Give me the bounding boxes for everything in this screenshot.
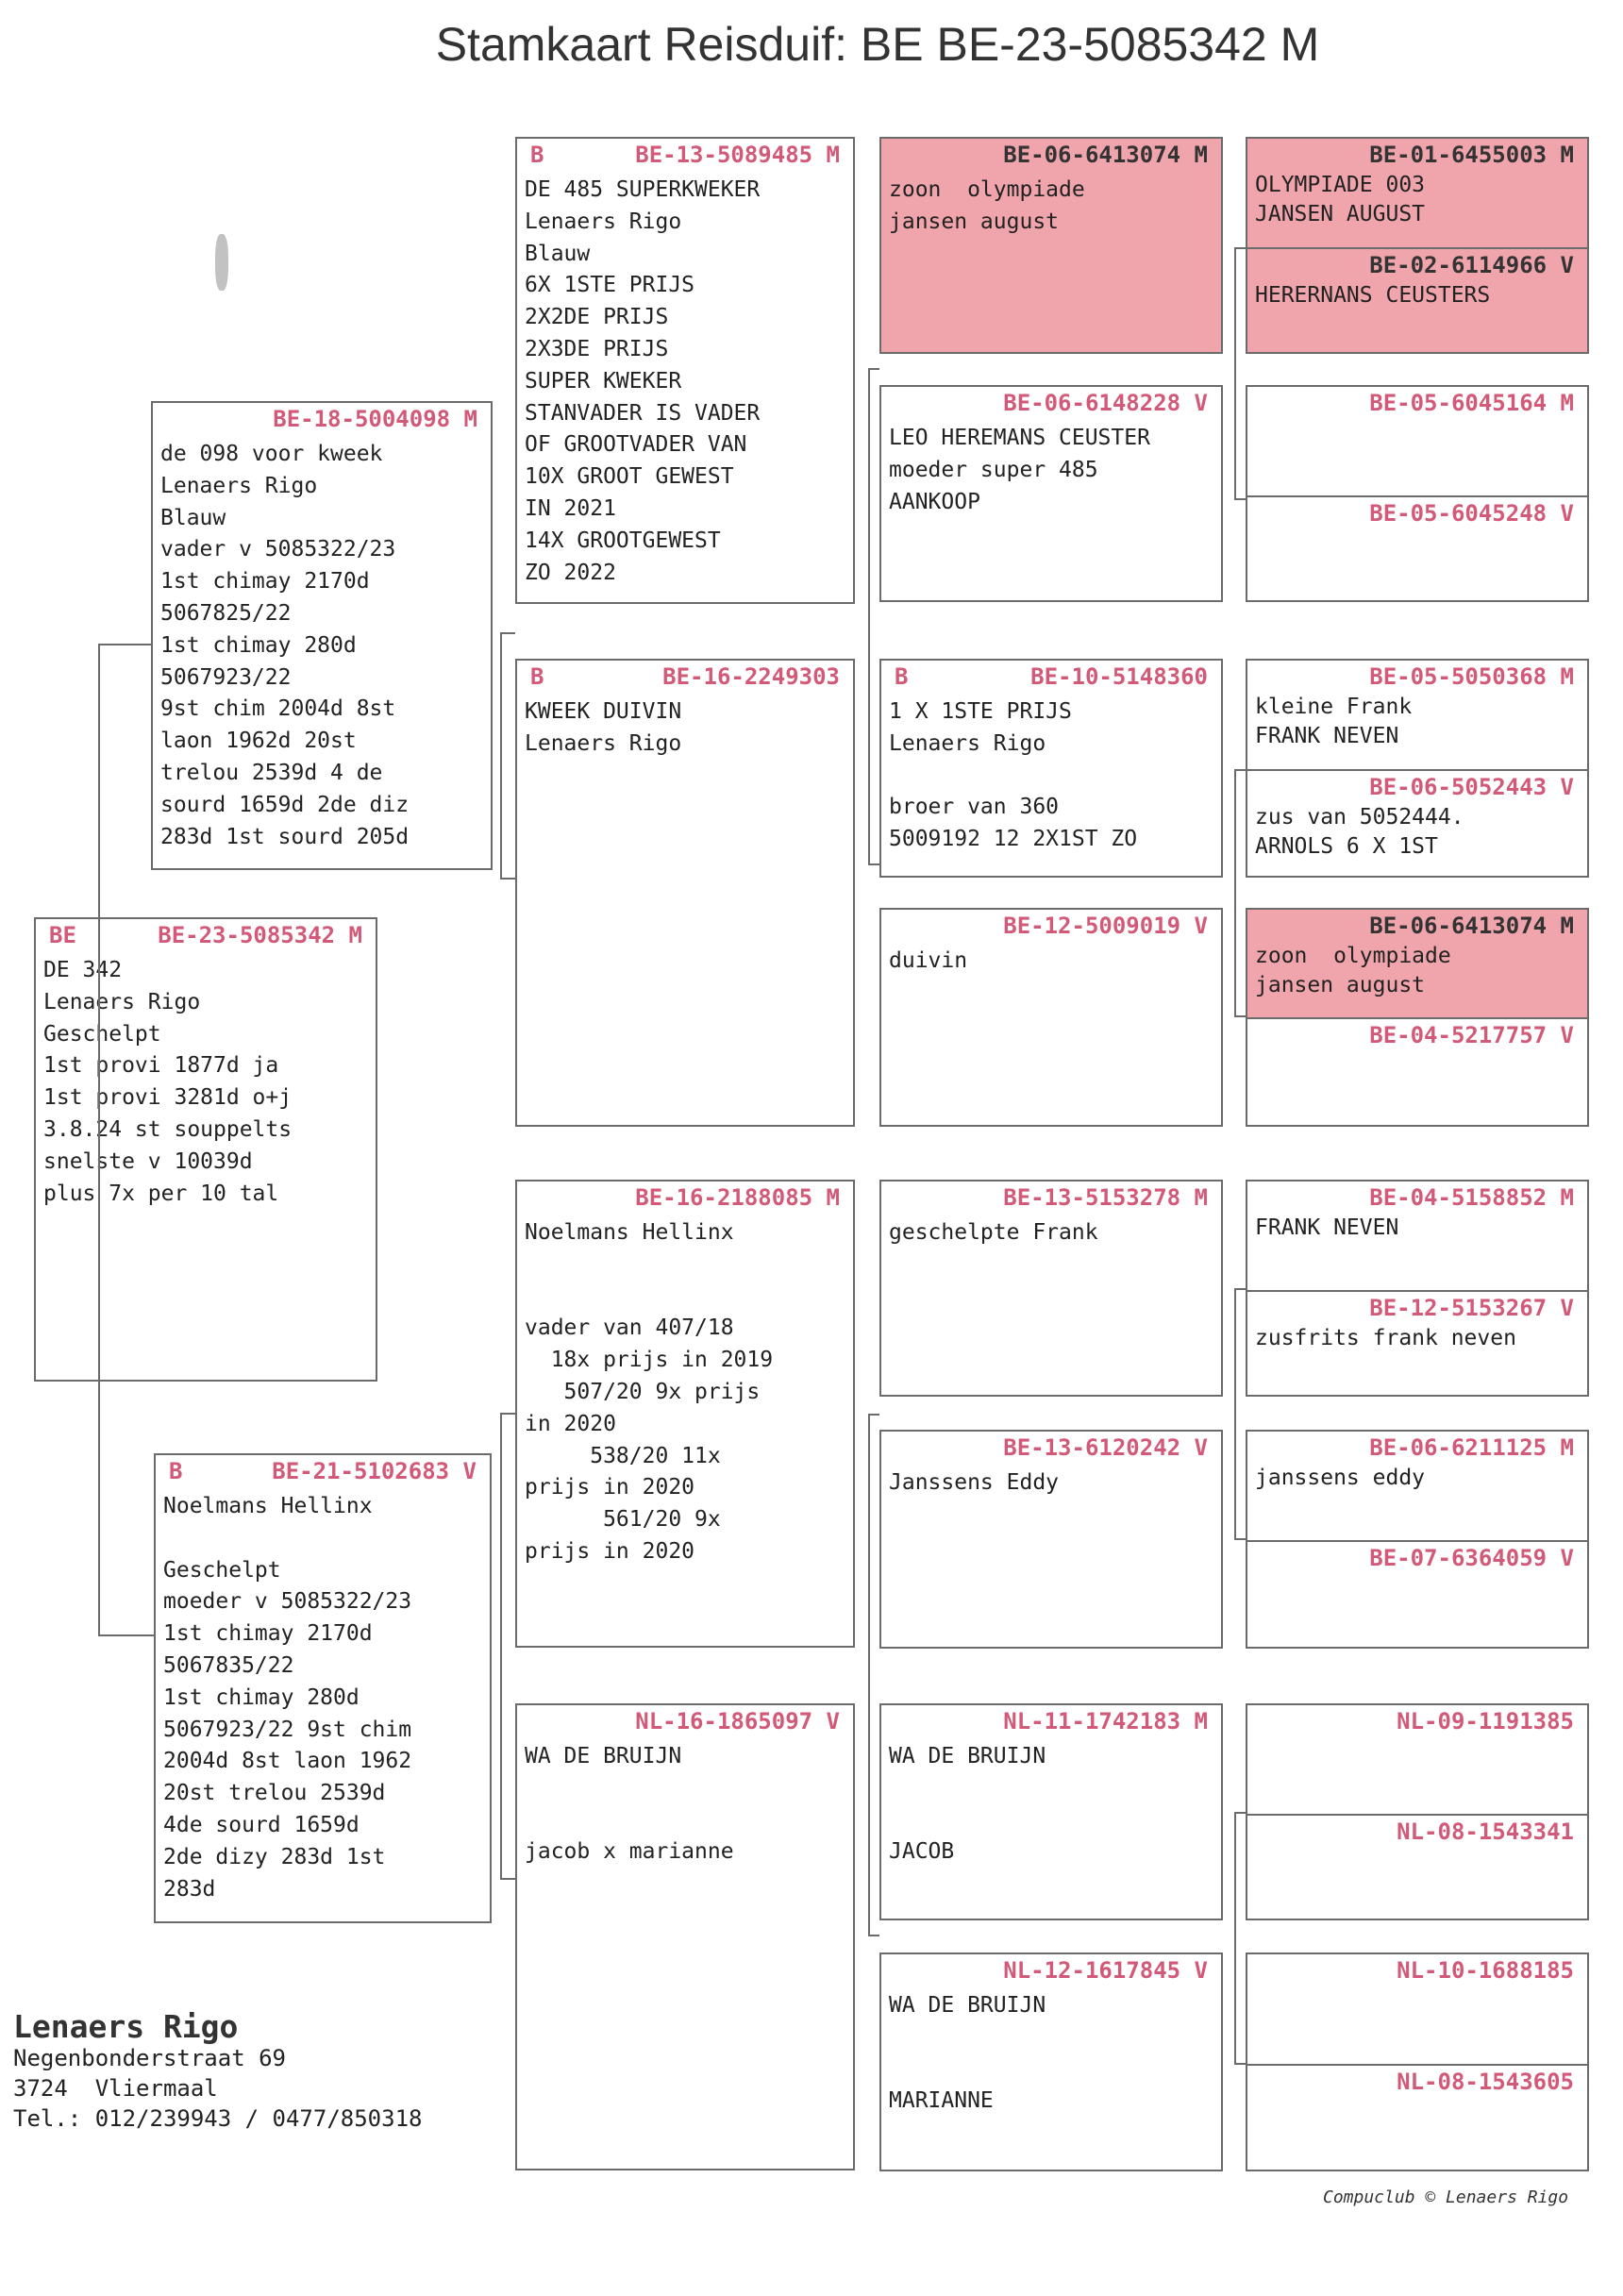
pigeon-notes [1247, 281, 1587, 310]
ring-number-header [153, 403, 491, 435]
note-line: Noelmans Hellinx [163, 1494, 373, 1518]
note-line: DE 342 [43, 958, 123, 982]
note-line: Lenaers Rigo [889, 730, 1046, 756]
note-line: Blauw [525, 241, 591, 266]
note-line: JANSEN AUGUST [1255, 202, 1426, 226]
pigeon-pair-p3 [1246, 908, 1589, 1127]
note-line: WA DE BRUIJN [525, 1744, 682, 1768]
connector-tick [868, 368, 879, 370]
breeder-name: Lenaers Rigo [13, 2008, 239, 2045]
pigeon-card-c13 [879, 1703, 1223, 1920]
ring-number-header [881, 1432, 1221, 1464]
sex-prefix: B [530, 142, 544, 168]
note-line: 3.8.24 st souppelts [43, 1116, 293, 1142]
note-line [889, 1805, 1213, 1837]
ring-number-header [517, 1705, 853, 1737]
software-credit: Compuclub © Lenaers Rigo [1323, 2187, 1569, 2207]
pigeon-notes [881, 1737, 1221, 1869]
ring-number-header [881, 387, 1221, 419]
connector-tick [1234, 498, 1246, 500]
connector-tick [98, 644, 151, 645]
connector-line [1234, 1288, 1236, 1538]
pigeon-notes [1247, 942, 1587, 1000]
ring-number-header [881, 910, 1221, 942]
note-line: FRANK NEVEN [1255, 1215, 1399, 1240]
note-line [525, 1282, 845, 1314]
note-line: Geschelpt [43, 1021, 161, 1047]
note-line: AANKOOP [889, 489, 980, 514]
note-line: 2004d 8st laon 1962 [163, 1749, 412, 1774]
connector-tick [500, 1878, 515, 1880]
pigeon-notes [517, 1214, 853, 1568]
connector-line [500, 632, 502, 878]
ring-number: BE-04-5158852 M [1369, 1184, 1574, 1211]
note-line: prijs in 2020 [525, 1475, 695, 1500]
pigeon-pair-p6 [1246, 1703, 1589, 1920]
connector-line [868, 1414, 870, 1935]
note-line: HERERNANS CEUSTERS [1255, 283, 1491, 308]
note-line: FRANK NEVEN [1255, 724, 1399, 748]
connector-tick [1234, 1288, 1246, 1290]
pigeon-notes [881, 419, 1221, 518]
note-line: KWEEK DUIVIN [525, 699, 682, 724]
ring-number-header [1247, 1019, 1587, 1051]
ring-number-header [1247, 1542, 1587, 1574]
note-line: 1 X 1STE PRIJS [889, 699, 1072, 724]
note-line: WA DE BRUIJN [889, 1993, 1046, 2018]
pigeon-pair-p4 [1246, 1180, 1589, 1397]
sex-prefix: B [895, 663, 909, 690]
pigeon-card-c11 [879, 1180, 1223, 1397]
pigeon-notes [1247, 693, 1587, 751]
pigeon-notes [1247, 803, 1587, 862]
note-line [525, 1805, 845, 1837]
ring-number: NL-12-1617845 V [1003, 1957, 1208, 1984]
pigeon-card-c9 [879, 659, 1223, 878]
note-line: 18x prijs in 2019 [525, 1348, 774, 1373]
note-line: zoon olympiade [889, 177, 1085, 202]
note-line: Lenaers Rigo [525, 730, 682, 756]
pair-bottom [1247, 1814, 1587, 1919]
note-line: 5067835/22 [163, 1652, 294, 1678]
connector-tick [500, 1413, 515, 1415]
note-line: 20st trelou 2539d [163, 1781, 386, 1806]
ring-number: BE-06-6211125 M [1369, 1434, 1574, 1461]
ring-number-header [881, 661, 1221, 693]
ring-number-header [1247, 2066, 1587, 2098]
connector-tick [1234, 1538, 1246, 1540]
note-line: Geschelpt [163, 1557, 281, 1583]
note-line: 2X2DE PRIJS [525, 305, 669, 330]
note-line [163, 1523, 482, 1555]
note-line: DE 485 SUPERKWEKER [525, 177, 761, 202]
ring-number-header [1247, 1705, 1587, 1737]
pigeon-card-c10 [879, 908, 1223, 1127]
note-line: 1st provi 3281d o+j [43, 1085, 293, 1111]
ring-number: BE-05-5050368 M [1369, 663, 1574, 690]
pigeon-card-c1 [151, 401, 493, 870]
note-line: 1st provi 1877d ja [43, 1053, 279, 1079]
pair-top [1247, 1432, 1587, 1540]
ring-number: BE-23-5085342 M [158, 922, 362, 948]
scan-smudge [215, 234, 228, 291]
pair-top [1247, 139, 1587, 247]
pair-top [1247, 661, 1587, 769]
note-line: vader van 407/18 [525, 1316, 734, 1341]
note-line: Janssens Eddy [889, 1470, 1060, 1495]
note-line: ZO 2022 [525, 560, 616, 585]
note-line: Blauw [160, 505, 226, 530]
ring-number-header [1247, 1182, 1587, 1214]
note-line: 2X3DE PRIJS [525, 336, 669, 361]
note-line: 1st chimay 280d [163, 1684, 360, 1710]
pigeon-card-c0 [34, 917, 377, 1382]
note-line: plus 7x per 10 tal [43, 1181, 279, 1206]
note-line: kleine Frank [1255, 695, 1413, 719]
pigeon-pair-p2 [1246, 659, 1589, 878]
pair-top [1247, 1182, 1587, 1290]
ring-number: BE-16-2249303 [662, 663, 840, 690]
note-line: 538/20 11x [525, 1443, 721, 1468]
ring-number-header [517, 1182, 853, 1214]
ring-number-header [1247, 387, 1587, 419]
pigeon-notes [1247, 171, 1587, 229]
ring-number-header [1247, 661, 1587, 693]
ring-number-header [1247, 1816, 1587, 1848]
note-line: JACOB [889, 1839, 955, 1865]
connector-line [1234, 247, 1236, 498]
ring-number: BE-12-5153267 V [1369, 1295, 1574, 1321]
ring-number-header [1247, 139, 1587, 171]
pair-top [1247, 910, 1587, 1017]
connector-line [500, 1413, 502, 1878]
pair-bottom [1247, 1290, 1587, 1395]
note-line: jacob x marianne [525, 1839, 734, 1865]
note-line: zoon olympiade [1255, 944, 1451, 968]
note-line: 507/20 9x prijs [525, 1379, 761, 1404]
note-line: moeder super 485 [889, 457, 1098, 482]
pigeon-notes [1247, 1324, 1587, 1353]
note-line: zusfrits frank neven [1255, 1326, 1516, 1350]
pigeon-card-c3 [515, 137, 855, 604]
note-line: 5067923/22 [160, 664, 292, 690]
pigeon-notes [36, 951, 376, 1210]
pigeon-notes [153, 435, 491, 853]
note-line: 2de dizy 283d 1st [163, 1844, 386, 1869]
ring-number: BE-06-6148228 V [1003, 390, 1208, 416]
note-line: duivin [889, 948, 968, 973]
connector-line [1234, 1812, 1236, 2063]
note-line: geschelpte Frank [889, 1220, 1098, 1245]
note-line: broer van 360 [889, 795, 1060, 820]
note-line: OLYMPIADE 003 [1255, 173, 1426, 197]
breeder-city: 3724 Vliermaal [13, 2075, 218, 2102]
pair-bottom [1247, 1540, 1587, 1647]
note-line [889, 2054, 1213, 2087]
ring-number-header [1247, 771, 1587, 803]
ring-number: BE-16-2188085 M [635, 1184, 840, 1211]
note-line: laon 1962d 20st [160, 729, 357, 754]
pair-bottom [1247, 1017, 1587, 1125]
ring-number-header [1247, 249, 1587, 281]
ring-number: NL-10-1688185 [1397, 1957, 1574, 1984]
note-line: jansen august [889, 209, 1060, 234]
pigeon-notes [881, 1464, 1221, 1500]
ring-number: BE-06-5052443 V [1369, 774, 1574, 800]
note-line: prijs in 2020 [525, 1538, 695, 1564]
pair-bottom [1247, 495, 1587, 600]
ring-number: BE-13-6120242 V [1003, 1434, 1208, 1461]
ring-number: BE-10-5148360 [1030, 663, 1208, 690]
note-line: in 2020 [525, 1411, 616, 1436]
pair-bottom [1247, 769, 1587, 876]
note-line: Noelmans Hellinx [525, 1220, 734, 1245]
pigeon-notes [881, 942, 1221, 978]
note-line: Lenaers Rigo [43, 989, 201, 1014]
pigeon-notes [156, 1487, 490, 1905]
ring-number-header [1247, 910, 1587, 942]
connector-tick [98, 1634, 154, 1636]
note-line [889, 2022, 1213, 2054]
pigeon-notes [881, 1986, 1221, 2118]
connector-tick [868, 1935, 879, 1936]
breeder-phone: Tel.: 012/239943 / 0477/850318 [13, 2105, 423, 2132]
note-line: ARNOLS 6 X 1ST [1255, 834, 1438, 859]
pigeon-notes [517, 1737, 853, 1869]
pair-top [1247, 1705, 1587, 1814]
note-line: IN 2021 [525, 495, 616, 521]
ring-number-header [881, 139, 1221, 171]
ring-number: BE-18-5004098 M [273, 406, 477, 432]
pigeon-card-c7 [879, 137, 1223, 354]
note-line: janssens eddy [1255, 1466, 1426, 1490]
ring-number: BE-06-6413074 M [1003, 142, 1208, 168]
ring-number: BE-07-6364059 V [1369, 1545, 1574, 1571]
pair-top [1247, 387, 1587, 495]
pair-bottom [1247, 247, 1587, 352]
pair-bottom [1247, 2064, 1587, 2170]
ring-number: BE-05-6045164 M [1369, 390, 1574, 416]
ring-number: NL-09-1191385 [1397, 1708, 1574, 1735]
note-line: jansen august [1255, 973, 1426, 997]
ring-number-header [1247, 1432, 1587, 1464]
note-line: 283d 1st sourd 205d [160, 824, 410, 849]
note-line: LEO HEREMANS CEUSTER [889, 426, 1150, 450]
pigeon-card-c8 [879, 385, 1223, 602]
ring-number: BE-06-6413074 M [1369, 913, 1574, 939]
ring-number: BE-21-5102683 V [272, 1458, 477, 1484]
ring-number: BE-05-6045248 V [1369, 500, 1574, 527]
connector-tick [1234, 1015, 1246, 1017]
note-line: Lenaers Rigo [160, 473, 318, 498]
pigeon-card-c14 [879, 1952, 1223, 2171]
ring-number: BE-04-5217757 V [1369, 1022, 1574, 1048]
pigeon-card-c4 [515, 659, 855, 1127]
pigeon-notes [1247, 1214, 1587, 1243]
ring-number: BE-13-5089485 M [635, 142, 840, 168]
ring-number-header [881, 1182, 1221, 1214]
note-line: de 098 voor kweek [160, 442, 383, 466]
connector-tick [1234, 2063, 1246, 2065]
pigeon-card-c5 [515, 1180, 855, 1648]
ring-number-header [517, 139, 853, 171]
note-line: sourd 1659d 2de diz [160, 792, 410, 817]
pigeon-notes [517, 171, 853, 589]
note-line: 5067825/22 [160, 600, 292, 626]
note-line: zus van 5052444. [1255, 805, 1464, 830]
note-line: 283d [163, 1876, 216, 1902]
note-line: moeder v 5085322/23 [163, 1589, 412, 1615]
note-line: 1st chimay 2170d [160, 569, 370, 595]
note-line: STANVADER IS VADER [525, 400, 761, 426]
note-line: 4de sourd 1659d [163, 1812, 360, 1837]
ring-number-header [36, 919, 376, 951]
note-line: trelou 2539d 4 de [160, 760, 383, 785]
ring-number: NL-16-1865097 V [635, 1708, 840, 1735]
note-line: SUPER KWEKER [525, 368, 682, 394]
ring-number-header [881, 1954, 1221, 1986]
pigeon-card-c2 [154, 1453, 492, 1923]
ring-number-header [1247, 497, 1587, 529]
note-line: 1st chimay 2170d [163, 1621, 373, 1647]
note-line: OF GROOTVADER VAN [525, 432, 747, 458]
note-line [889, 1773, 1213, 1805]
ring-number: BE-01-6455003 M [1369, 142, 1574, 168]
sex-prefix: B [169, 1458, 183, 1484]
note-line: 5009192 12 2X1ST ZO [889, 827, 1138, 852]
connector-tick [500, 878, 515, 880]
ring-number: NL-08-1543341 [1397, 1818, 1574, 1845]
pigeon-pair-p1 [1246, 385, 1589, 602]
connector-line [1234, 769, 1236, 1015]
ring-number-header [517, 661, 853, 693]
connector-tick [1234, 769, 1246, 771]
connector-tick [868, 863, 879, 865]
ring-number-header [156, 1455, 490, 1487]
note-line: 10X GROOT GEWEST [525, 464, 734, 490]
pigeon-pair-p5 [1246, 1430, 1589, 1649]
ring-number: NL-08-1543605 [1397, 2069, 1574, 2095]
pigeon-pair-p0 [1246, 137, 1589, 354]
connector-line [868, 368, 870, 863]
note-line: snelste v 10039d [43, 1148, 253, 1174]
note-line: 5067923/22 9st chim [163, 1717, 412, 1742]
sex-prefix: BE [49, 922, 76, 948]
pigeon-notes [1247, 1464, 1587, 1493]
pigeon-card-c12 [879, 1430, 1223, 1649]
ring-number: BE-13-5153278 M [1003, 1184, 1208, 1211]
note-line: 1st chimay 280d [160, 632, 357, 658]
note-line: WA DE BRUIJN [889, 1744, 1046, 1768]
ring-number: BE-02-6114966 V [1369, 252, 1574, 278]
connector-tick [868, 1414, 879, 1416]
ring-number: BE-12-5009019 V [1003, 913, 1208, 939]
pair-top [1247, 1954, 1587, 2064]
ring-number-header [1247, 1292, 1587, 1324]
pigeon-card-c6 [515, 1703, 855, 2170]
pigeon-notes [881, 1214, 1221, 1249]
ring-number-header [881, 1705, 1221, 1737]
breeder-street: Negenbonderstraat 69 [13, 2045, 286, 2071]
note-line: MARIANNE [889, 2088, 994, 2114]
note-line [525, 1773, 845, 1805]
connector-line [98, 644, 100, 1634]
ring-number: NL-11-1742183 M [1003, 1708, 1208, 1735]
note-line: 561/20 9x [525, 1507, 721, 1533]
note-line [525, 1249, 845, 1282]
note-line [889, 761, 1213, 793]
note-line: 9st chim 2004d 8st [160, 696, 396, 722]
connector-tick [1234, 1812, 1246, 1814]
page-title: Stamkaart Reisduif: BE BE-23-5085342 M [435, 18, 1320, 71]
note-line: 14X GROOTGEWEST [525, 528, 721, 553]
note-line: 6X 1STE PRIJS [525, 273, 695, 298]
connector-tick [500, 632, 515, 634]
ring-number-header [1247, 1954, 1587, 1986]
pigeon-pair-p7 [1246, 1952, 1589, 2171]
connector-tick [1234, 247, 1246, 249]
pigeon-notes [881, 171, 1221, 239]
note-line: vader v 5085322/23 [160, 537, 396, 562]
pigeon-notes [881, 693, 1221, 856]
sex-prefix: B [530, 663, 544, 690]
pigeon-notes [517, 693, 853, 761]
note-line: Lenaers Rigo [525, 209, 682, 234]
